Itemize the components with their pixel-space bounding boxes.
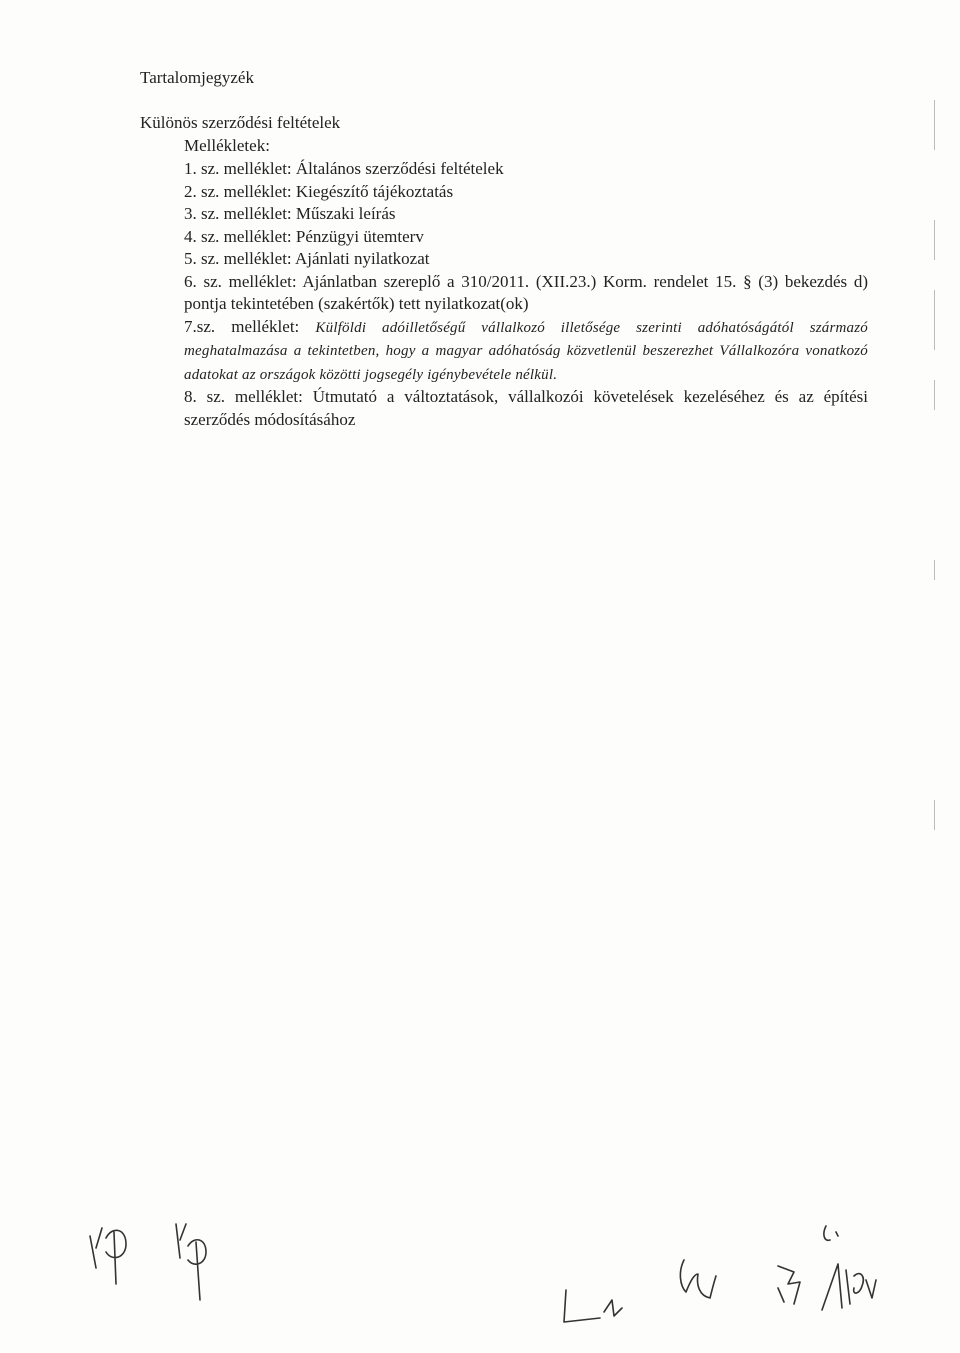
annex-number: 2. sz. melléklet: [184,181,292,201]
annex-title: Általános szerződési feltételek [295,159,504,178]
annex-number: 4. sz. melléklet: [184,226,292,246]
signature-2 [170,1218,230,1313]
signature-3-drawing [560,1282,650,1332]
annex-title: Műszaki leírás [295,204,396,223]
section-heading: Különös szerződési feltételek [140,113,341,132]
annex-number: 1. sz. melléklet: [184,159,292,178]
signature-3 [560,1282,650,1337]
annex-title: Ajánlati nyilatkozat [294,249,430,268]
signature-1-drawing [82,1218,162,1288]
list-item [184,203,868,226]
scan-edge-marks [934,40,940,1040]
signature-6-drawing [812,1220,892,1320]
list-item [184,316,868,387]
signature-6 [812,1220,892,1325]
annex-number: 8. sz. melléklet: [184,387,303,406]
list-item [184,386,868,431]
list-item [184,181,868,204]
annex-title: Ajánlatban szereplő a 310/2011. (XII.23.) Korm. rendelet 15. § (3) bekezdés d) pontja tekintetében (szakértők) tett nyilatkozat(ok) [184,271,869,313]
signature-4-drawing [670,1252,730,1312]
annex-number: 3. sz. melléklet: [184,204,292,223]
annex-number: 6. sz. melléklet: [184,271,297,291]
list-item [184,271,868,316]
annex-title: Kiegészítő tájékoztatás [295,181,454,201]
annex-heading: Mellékletek: [184,136,270,155]
annex-title: Pénzügyi ütemterv [295,226,424,246]
signature-1 [82,1218,162,1293]
page-title: Tartalomjegyzék [140,68,254,87]
annex-title: Útmutató a változtatások, vállalkozói követelések kezeléséhez és az építési szerződés módosításához [184,387,869,429]
list-item [184,158,868,181]
annex-number: 7.sz. melléklet: [184,316,300,336]
signature-4 [670,1252,730,1317]
signature-2-drawing [170,1218,230,1308]
annex-list [184,158,868,431]
list-item [184,226,868,249]
annex-number: 5. sz. melléklet: [184,249,292,268]
annex-title: Külföldi adóilletőségű vállalkozó illetősége szerinti adóhatóságától származó meghatalmazása a tekintetben, hogy a magyar adóhatóság közvetlenül beszerezhet Vállalkozóra vonatkozó adatokat az országok közötti jogsegély igénybevétele nélkül. [184,319,868,383]
list-item [184,248,868,271]
